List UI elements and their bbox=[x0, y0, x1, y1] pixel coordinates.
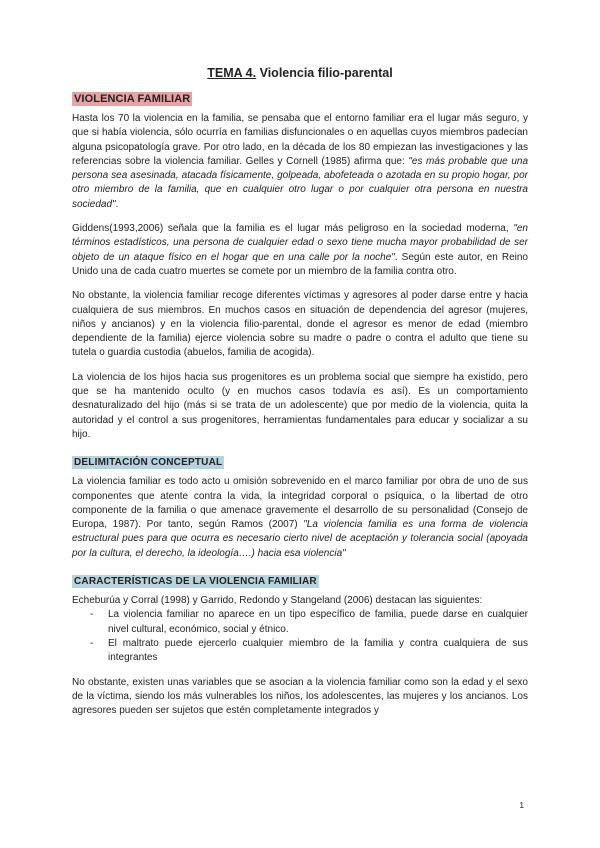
text-run: La violencia familiar es todo acto u omisión sobrevenido en el marco familiar por obra de uno de sus componentes que atente contra la vida, la integridad corporal o psíquica, o la libertad de otro componente de la familia o que amenace gravemente el desarrollo de su personalidad (Consejo de Europa, 1987). Por tanto, según Ramos (2007) bbox=[72, 476, 528, 531]
bullet-list bbox=[72, 608, 528, 665]
paragraph: Echeburúa y Corral (1998) y Garrido, Redondo y Stangeland (2006) destacan las siguientes: bbox=[72, 595, 483, 607]
page-number: 1 bbox=[519, 801, 524, 810]
title-text: Violencia filio-parental bbox=[256, 66, 393, 80]
text-run: . bbox=[115, 198, 119, 210]
paragraph bbox=[72, 222, 528, 279]
paragraph: No obstante, existen unas variables que se asocian a la violencia familiar como son la edad y el sexo de la víctima, siendo los más vulnerables los niños, los adolescentes, las mujeres y los ancianos. Los agresores pueden ser sujetos que estén completamente integrados y bbox=[72, 676, 528, 717]
text-run: Hasta los 70 la violencia en la familia, se pensaba que el entorno familiar era el lugar más seguro, y que si había violencia, sólo ocurría en familias disfuncionales o en aquellas cuyos miembros padecían alguna psicopatología grave. Por otro lado, en la década de los 80 empiezan las investigaciones y las referencias sobre la violencia familiar. Gelles y Cornell (1985) afirma que: bbox=[72, 113, 528, 167]
quote: "La violencia familia es una forma de violencia estructural pues para que ocurra es necesario cierto nivel de aceptación y tolerancia social (apoyada por la cultura, el derecho, la ideología….) hacia esa violencia" bbox=[72, 519, 528, 559]
text-run: . Según este autor, en Reino Unido una de cada cuatro muertes se comete por un miembro de la familia contra otro. bbox=[72, 251, 528, 277]
title-prefix: TEMA 4. bbox=[207, 66, 257, 80]
document-page bbox=[72, 66, 528, 728]
quote: "es más probable que una persona sea asesinada, atacada físicamente, golpeada, abofeteada o azotada en su propio hogar, por otro miembro de la familia, que en cualquier otro lugar o por cualquier otra persona en nuestra sociedad" bbox=[72, 155, 529, 210]
paragraph bbox=[72, 475, 528, 561]
section-heading-violencia-familiar: VIOLENCIA FAMILIAR bbox=[74, 93, 191, 105]
list-item: - La violencia familiar no aparece en un tipo específico de familia, puede darse en cualquier nivel cultural, económico, social y étnico. bbox=[72, 608, 528, 637]
document-title bbox=[72, 66, 528, 80]
paragraph bbox=[72, 112, 528, 212]
text-run: Giddens(1993,2006) señala que la familia es el lugar más peligroso en la sociedad moderna, bbox=[72, 223, 514, 235]
paragraph: La violencia de los hijos hacia sus progenitores es un problema social que siempre ha existido, pero que se ha mantenido oculto (y en muchos casos todavía es así). Es un comportamiento desnaturalizado del hijo (más si se trata de un adolescente) que por medio de la violencia, quita la autoridad y el control a sus progenitores, herramientas fundamentales para educar y socializar a su hijo. bbox=[72, 371, 528, 440]
list-item: - El maltrato puede ejercerlo cualquier miembro de la familia y contra cualquiera de sus integrantes bbox=[72, 637, 528, 666]
section-heading-delimitacion: DELIMITACIÓN CONCEPTUAL bbox=[74, 457, 223, 469]
quote: "en términos estadísticos, una persona de cualquier edad o sexo tiene mucha mayor probabilidad de ser objeto de un ataque físico en el hogar que en una calle por la noche" bbox=[72, 223, 528, 263]
section-heading-caracteristicas: CARACTERÍSTICAS DE LA VIOLENCIA FAMILIAR bbox=[74, 576, 317, 588]
paragraph: No obstante, la violencia familiar recoge diferentes víctimas y agresores al poder darse entre y hacia cualquiera de sus miembros. En muchos casos en situación de dependencia del agresor (mujeres, niños y ancianos) y en la violencia filio-parental, donde el agresor es menor de edad (miembro dependiente de la familia) ejerce violencia sobre su madre o padre o contra el adulto que tiene su tutela o guardia custodia (abuelos, familia de acogida). bbox=[72, 290, 528, 359]
